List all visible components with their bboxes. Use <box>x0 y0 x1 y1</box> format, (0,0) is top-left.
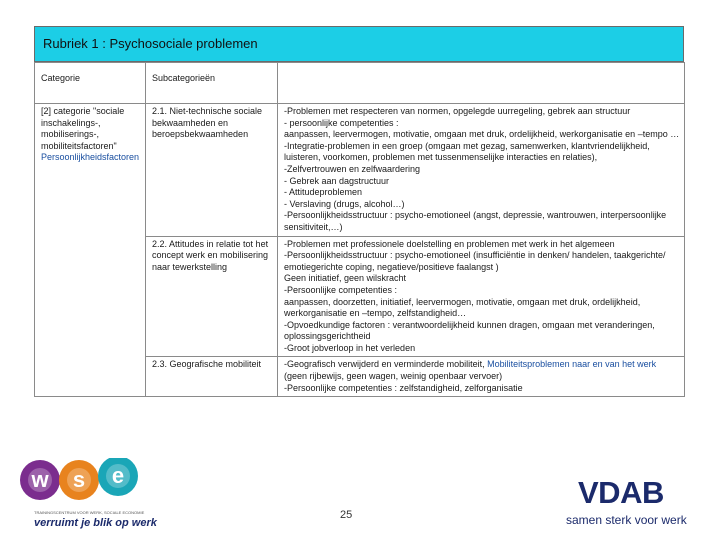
column-header-subcategorie: Subcategorieën <box>146 63 278 104</box>
description-text: -Groot jobverloop in het verleden <box>284 342 416 353</box>
description-text: -Opvoedkundige factoren : verantwoordelijkheid kunnen dragen, omgaan met veranderingen, oplossingsgerichtheid <box>284 319 655 342</box>
description-line <box>284 187 680 199</box>
description-text: - Attitudeproblemen <box>284 187 363 198</box>
wse-tagline: verruimt je blik op werk <box>34 517 157 529</box>
rubriek-header <box>34 26 684 62</box>
vdab-logo: VDAB <box>578 475 664 510</box>
description-line <box>284 129 680 141</box>
description-text: (geen rijbewijs, geen wagen, weinig openbaar vervoer) <box>284 371 503 382</box>
description-text: -Persoonlijke competenties : zelfstandigheid, zelforganisatie <box>284 382 523 393</box>
wse-letter-e: e <box>111 463 125 488</box>
description-text: -Problemen met professionele doelstelling en problemen met werk in het algemeen <box>284 238 615 249</box>
description-text: -Persoonlijke competenties : <box>284 284 398 295</box>
rubriek-table <box>34 62 685 397</box>
page-number: 25 <box>340 509 353 521</box>
description-text: -Integratie-problemen in een groep (omgaan met gezag, samenwerken, klantvriendelijkheid, luisteren, voorkomen, problemen met tussenmenselijke interacties en relaties), <box>284 140 650 163</box>
description-cell <box>278 357 685 397</box>
table-row <box>35 104 685 237</box>
wse-letter-w: w <box>31 467 49 492</box>
description-text: aanpassen, leervermogen, motivatie, omgaan met druk, ordelijkheid, werkorganisatie en –tempo … <box>284 129 680 140</box>
description-text: -Persoonlijkheidsstructuur : psycho-emotioneel (angst, depressie, wantrouwen, interpersoonlijke sensitiviteit,…) <box>284 210 667 232</box>
description-text: - persoonlijke competenties : <box>284 117 399 128</box>
wse-small-print: TRAININGSCENTRUM VOOR WERK, SOCIALE ECONOMIE <box>34 510 145 515</box>
description-line <box>284 199 680 211</box>
subcategorie-cell: 2.2. Attitudes in relatie tot het concept werk en mobilisering naar tewerkstelling <box>146 236 278 357</box>
description-line <box>284 320 680 343</box>
description-line <box>284 343 680 355</box>
rubriek-title: Rubriek 1 : Psychosociale problemen <box>43 36 258 51</box>
description-line <box>284 164 680 176</box>
description-text: -Geografisch verwijderd en verminderde mobiliteit, <box>284 359 488 370</box>
description-line <box>284 359 680 371</box>
description-text: Geen initiatief, geen wilskracht <box>284 273 407 284</box>
description-text: aanpassen, doorzetten, initiatief, leervermogen, motivatie, omgaan met druk, ordelijkheid, werkorganisatie en –tempo, zelfstandigheid… <box>284 296 641 319</box>
subcategorie-cell: 2.1. Niet-technische sociale bekwaamheden en beroepsbekwaamheden <box>146 104 278 237</box>
description-line <box>284 210 680 233</box>
description-blue-text: Mobiliteitsproblemen naar en van het werk <box>487 359 657 370</box>
description-line <box>284 371 680 383</box>
description-text: -Persoonlijkheidsstructuur : psycho-emotioneel (insufficiëntie in denken/ handelen, taakgerichte/ emotiegerichte coping, negatieve/positieve faalangst ) <box>284 250 666 272</box>
description-text: -Problemen met respecteren van normen, opgelegde uurregeling, gebrek aan structuur <box>284 106 631 116</box>
description-line <box>284 383 680 395</box>
categorie-cell <box>35 104 146 397</box>
description-line <box>284 176 680 188</box>
description-line <box>284 106 680 118</box>
description-text: - Verslaving (drugs, alcohol…) <box>284 198 405 209</box>
column-header-empty <box>278 63 685 104</box>
description-line <box>284 273 680 285</box>
description-line <box>284 250 680 273</box>
vdab-tagline: samen sterk voor werk <box>566 513 687 527</box>
description-line <box>284 297 680 320</box>
description-line <box>284 141 680 164</box>
description-line <box>284 239 680 251</box>
description-cell <box>278 236 685 357</box>
categorie-blue-text: Persoonlijkheidsfactoren <box>41 152 140 163</box>
description-line <box>284 118 680 130</box>
description-text: -Zelfvertrouwen en zelfwaardering <box>284 163 421 174</box>
description-cell <box>278 104 685 237</box>
subcategorie-cell: 2.3. Geografische mobiliteit <box>146 357 278 397</box>
description-text: - Gebrek aan dagstructuur <box>284 175 390 186</box>
table-header-row <box>35 63 685 104</box>
wse-letter-s: s <box>72 467 86 492</box>
column-header-categorie: Categorie <box>35 63 146 104</box>
categorie-text: [2] categorie "sociale inschakelings-, mobiliserings-, mobiliteitsfactoren" <box>41 106 125 151</box>
description-line <box>284 285 680 297</box>
